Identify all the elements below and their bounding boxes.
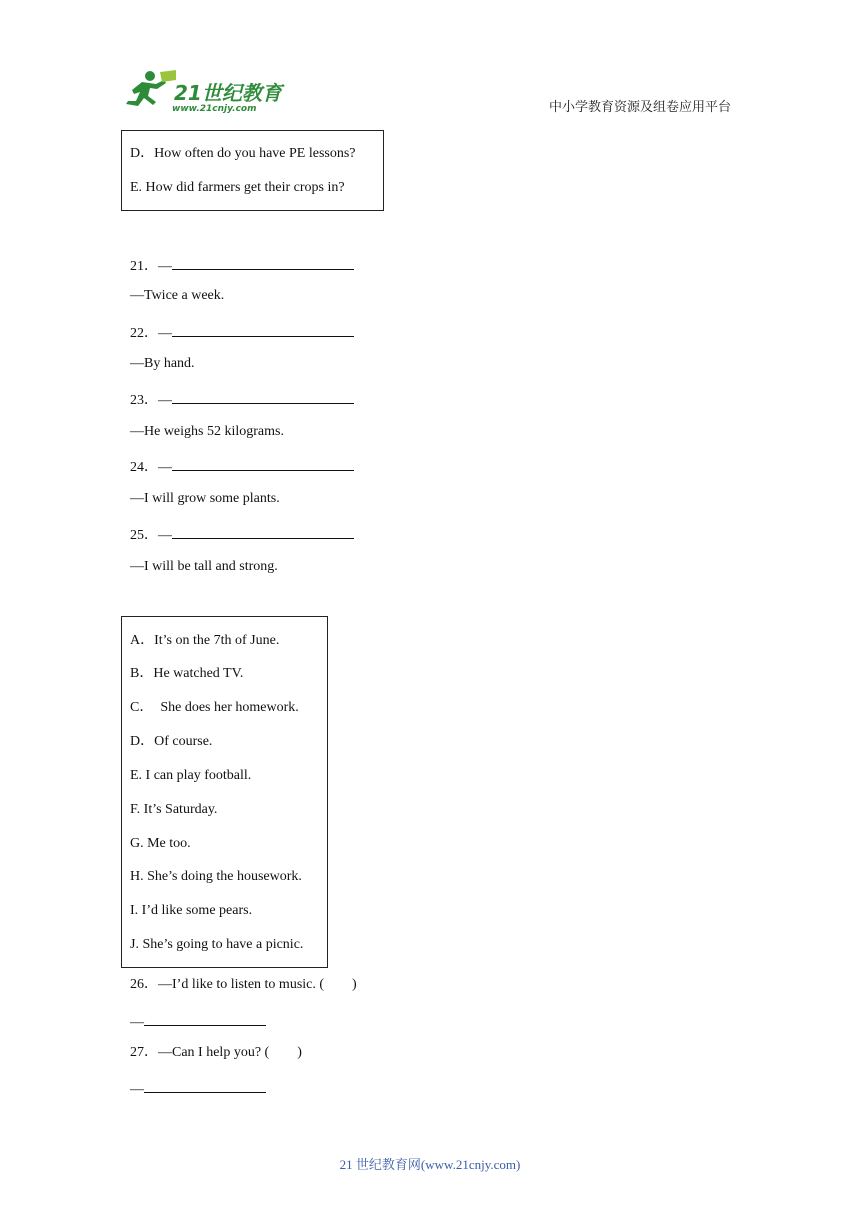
runner-icon — [126, 70, 176, 106]
option-line: I. I’d like some pears. — [130, 903, 253, 918]
option-line: D．How often do you have PE lessons? — [130, 146, 356, 161]
site-logo — [120, 68, 290, 116]
answer-blank[interactable] — [144, 1011, 266, 1026]
question-prompt: 21．— — [130, 259, 172, 274]
reply-27 — [130, 1078, 266, 1099]
option-line: J. She’s going to have a picnic. — [130, 937, 304, 952]
logo-url: www.21cnjy.com — [172, 104, 257, 114]
header-platform-text: 中小学教育资源及组卷应用平台 — [549, 100, 732, 115]
reply-25: —I will be tall and strong. — [130, 559, 278, 574]
option-line: F. It’s Saturday. — [130, 802, 218, 817]
question-prompt: 25．— — [130, 528, 172, 543]
option-line: C． She does her homework. — [130, 700, 299, 715]
reply-24: —I will grow some plants. — [130, 491, 280, 506]
question-24 — [130, 456, 354, 477]
answer-blank[interactable] — [144, 1078, 266, 1093]
answer-blank[interactable] — [172, 389, 354, 404]
option-line: D．Of course. — [130, 734, 213, 749]
reply-21: —Twice a week. — [130, 288, 225, 303]
logo-text: 21世纪教育 — [174, 81, 282, 105]
question-22 — [130, 322, 354, 343]
reply-23: —He weighs 52 kilograms. — [130, 424, 284, 439]
answer-blank[interactable] — [172, 524, 354, 539]
option-line: H. She’s doing the housework. — [130, 869, 302, 884]
answer-blank[interactable] — [172, 322, 354, 337]
option-line: E. How did farmers get their crops in? — [130, 180, 345, 195]
option-line: E. I can play football. — [130, 768, 252, 783]
option-line: A．It’s on the 7th of June. — [130, 633, 280, 648]
question-25 — [130, 524, 354, 545]
answer-blank[interactable] — [172, 456, 354, 471]
reply-prefix: — — [130, 1015, 144, 1030]
question-prompt: 24．— — [130, 460, 172, 475]
option-line: G. Me too. — [130, 836, 191, 851]
question-prompt: 23．— — [130, 393, 172, 408]
answer-blank[interactable] — [172, 255, 354, 270]
reply-26 — [130, 1011, 266, 1032]
question-prompt: 22．— — [130, 326, 172, 341]
question-26: 26．—I’d like to listen to music. ( ) — [130, 977, 357, 992]
question-23 — [130, 389, 354, 410]
footer-text[interactable]: 21 世纪教育网(www.21cnjy.com) — [339, 1157, 521, 1172]
options-box-1 — [121, 130, 384, 211]
question-21 — [130, 255, 354, 276]
reply-prefix: — — [130, 1082, 144, 1097]
reply-22: —By hand. — [130, 356, 195, 371]
option-line: B．He watched TV. — [130, 666, 244, 681]
question-27: 27．—Can I help you? ( ) — [130, 1045, 302, 1060]
